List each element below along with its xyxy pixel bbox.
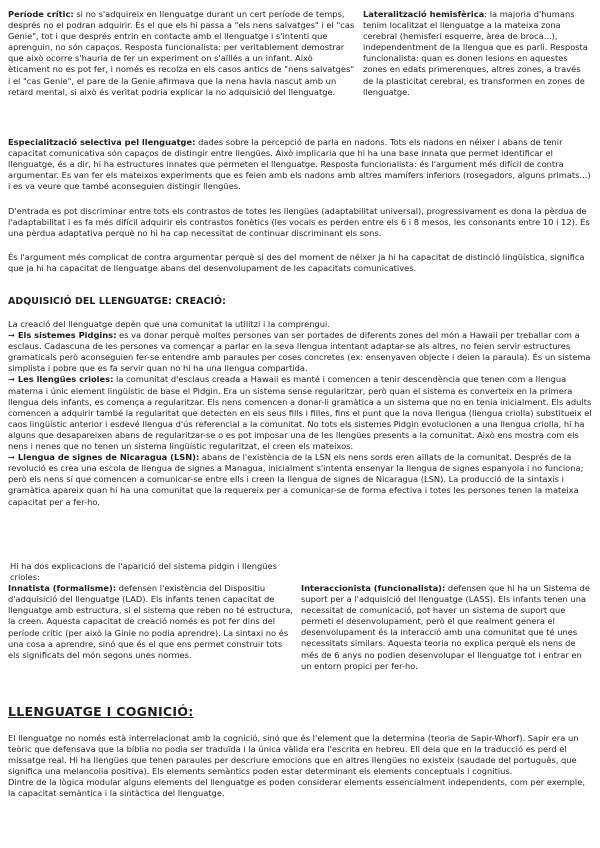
lateralization-term: Lateralització hemisfèrica bbox=[363, 9, 485, 19]
arrow-icon: ➞ bbox=[8, 330, 15, 341]
interactionist-item bbox=[301, 583, 592, 672]
specialization-term: Especialització selectiva pel llenguatge: bbox=[8, 137, 196, 147]
pidgin-text: es va donar perquè moltes persones van ser portades de diferents zones del món a Hawaii per treballar com a esclaus. Cadascuna de les persones va començar a parlar en la seva llengua intentant adaptar-se als altres, no feien servir estructures gramaticals però aconseguien fer-se entendre amb paraules per coses concretes (ex: ensenyaven objecte i deien la paraula). És un sistema simplista i pobre que es fa servir quan no hi ha una llengua compartida. bbox=[8, 330, 591, 374]
critical-period-term: Període crític: bbox=[8, 9, 74, 19]
creation-intro: La creació del llenguatge depèn que una comunitat la utilitzi i la comprengui. bbox=[8, 319, 330, 329]
pidgin-item bbox=[8, 330, 592, 374]
argument-paragraph: És l'argument més complicat de contra argumentar perquè si des del moment de néixer ja hi ha capacitat de distinció lingüística, significa que ja hi ha capacitat de llenguatge abans del desenvolupament de les capacitats comunicatives. bbox=[8, 252, 585, 274]
innatist-item bbox=[8, 583, 293, 661]
lsn-text: abans de l'existència de la LSN els nens sords eren aïllats de la comunitat. Després de la revolució es crea una escola de llengua de signes a Managua, inicialment s'intenta ensenyar la llengua de signes espanyola i no funciona; però els nens sí que comencen a comunicar-se entre ells i creen la llengua de signes de Nicaragua (LSN). La producció de la sintaxis i gramàtica apareix quan hi ha una comunitat que la requereix per a comunicar-se de forma efectiva i totes les persones tenen la mateixa capacitat per a fer-ho. bbox=[8, 452, 584, 507]
lateralization-block bbox=[363, 9, 591, 98]
creole-item bbox=[8, 374, 592, 452]
interactionist-term: Interaccionista (funcionalista): bbox=[301, 583, 446, 593]
creation-section-body bbox=[8, 319, 592, 508]
specialization-text: dades sobre la percepció de parla en nadons. Tots els nadons en néixer i abans de tenir capacitat comunicativa són capaços de distingir entre llengües. Això implicaria que hi ha una base innata que permet identificar el llenguatge, és a dir, hi ha estructures innates que permeten el llenguatge. Resposta funcionalista: és l'argument més difícil de contra argumentar. Es van fer els mateixos experiments que es feien amb els nadons amb altres mamífers inferiors (rosegadors, alguns primats...) i es va veure que també aconseguien distingir llengües. bbox=[8, 137, 591, 192]
cognition-section-body bbox=[8, 733, 592, 800]
specialization-block bbox=[8, 137, 592, 192]
explanations-intro: Hi ha dos explicacions de l'aparició del sistema pidgin i llengües crioles: bbox=[10, 561, 277, 583]
arrow-icon: ➞ bbox=[8, 452, 15, 463]
interactionist-text: defensen que hi ha un Sistema de suport per a l'adquisició del llenguatge (LASS). Els infants tenen una necessitat de comunicació, pot haver un sistema de suport que permeti el desenvolupament, però el que realment genera el desenvolupament és la interacció amb una comunitat que té unes necessitats similars. Aquesta teoria no explica perquè els nens de més de 6 anys no podien desenvolupar el llenguatge tot i entrar en un entorn propici per fer-ho. bbox=[301, 583, 590, 671]
critical-period-text: si no s'adquireix en llenguatge durant un cert període de temps, després no el podran adquirir. És el que els hi passa a "els nens salvatges" i el "cas Genie", tot i que després entrin en contacte amb el llenguatge i s'intenti que aprenguin, no són capaços. Resposta funcionalista: per veritablement demostrar que això ocorre s'hauria de fer un experiment on s'aïllés a un infant. Això èticament no es pot fer, i només es recolza en els casos antics de "nens salvatges" i el "cas Genie", el pare de la Genie afirmava que la nena havia nascut amb un retard mental, si això és veritat podria explicar la no adquisició del llenguatge. bbox=[8, 9, 355, 97]
pidgin-term: Els sistemes Pidgins: bbox=[17, 330, 117, 341]
contrasts-paragraph: D'entrada es pot discriminar entre tots els contrastos de totes les llengües (adaptabilitat universal), progressivament es dona la pèrdua de l'adaptabilitat i es fa més difícil adquirir els contrastos fonètics (les vocals es perden entre els 6 i 8 mesos, les consonants entre 10 i 12). És una pèrdua adaptativa perquè no hi ha cap necessitat de continuar discriminant els sons. bbox=[8, 206, 590, 239]
cognition-section-title: LLENGUATGE I COGNICIÓ: bbox=[8, 704, 194, 719]
innatist-term: Innatista (formalisme): bbox=[8, 583, 117, 594]
explanations-right-column bbox=[301, 583, 592, 672]
arrow-icon: ➞ bbox=[8, 374, 15, 385]
lateralization-text: : la majoria d'humans tenim localitzat el llenguatge a la mateixa zona cerebral (hemisferi esquerre, àrea de broca...), independentment de la llengua que es parli. Resposta funcionalista: quan es donen lesions en aquestes zones en edats primerenques, altres zones, a través de la plasticitat cerebral, es transformen en zones de llenguatge. bbox=[363, 9, 588, 97]
cognition-paragraph-1: El llenguatge no només està interrelacionat amb la cognició, sinó que és l'element que la determina (teoria de Sapir-Whorf). Sapir era un teòric que defensava que la bíblia no podia ser traduïda i la única vàlida era l'escrita en hebreu. Ell deia que en la traducció es perd el missatge real. Hi ha llengües que tenen paraules per descriure emocions que en altres llengües no existeix (saudade del portuguès, que significa una melancolia positiva). Els elements semàntics poden estar determinant els elements conceptuals i cognitius. bbox=[8, 733, 579, 777]
creation-section-title: ADQUISICIÓ DEL LLENGUATGE: CREACIÓ: bbox=[8, 296, 226, 307]
creole-text: la comunitat d'esclaus creada a Hawaii es manté i comencen a tenir descendència que tenen com a llengua materna i únic element lingüístic de base el Pidgin. Era un sistema sense regularitzar, però quan el sistema es converteix en la primera llengua dels infants, es comença a regularitzar. Els nens comencen a donar-li gramàtica a un sistema que no en tenia inicialment. Els adults comencen a adquirir també la regularitat que detecten en els seus fills i filles, fins el punt que la nova llengua (llengua criolla) substitueix el caos lingüístic anterior i esdevé llengua d'ús referencial a la comunitat. No tots els sistemes Pidgin evolucionen a una llengua criolla, hi ha alguns que desapareixen abans de regularitzar-se o es pot imposar una de les llengües presents a la comunitat. Això ens mostra com els nens i nenes que no tenen un sistema lingüístic regularitzat, el creen els mateixos. bbox=[8, 374, 592, 452]
lsn-item bbox=[8, 452, 592, 507]
innatist-text: defensen l'existència del Dispositiu d'adquisició del llenguatge (LAD). Els infants tenen capacitat de llenguatge amb estructura, si el sistema que reben no té estructura, la creen. Aquesta capacitat de creació només es pot fer dins del període crític (per això la Ginie no podia aprendre). La sintaxi no és una cosa a aprendre, sinó que és el que ens permet construir tots els significats del món segons unes normes. bbox=[8, 583, 293, 660]
lsn-term: Llengua de signes de Nicaragua (LSN): bbox=[17, 452, 200, 463]
creole-term: Les llengües crioles: bbox=[17, 374, 114, 385]
explanations-left-column bbox=[8, 561, 293, 661]
critical-period-block bbox=[8, 9, 356, 98]
cognition-paragraph-2: Dintre de la lògica modular alguns elements del llenguatge es poden considerar elements essencialment independents, com per exemple, la capacitat semàntica i la sintàctica del llenguatge. bbox=[8, 777, 585, 799]
